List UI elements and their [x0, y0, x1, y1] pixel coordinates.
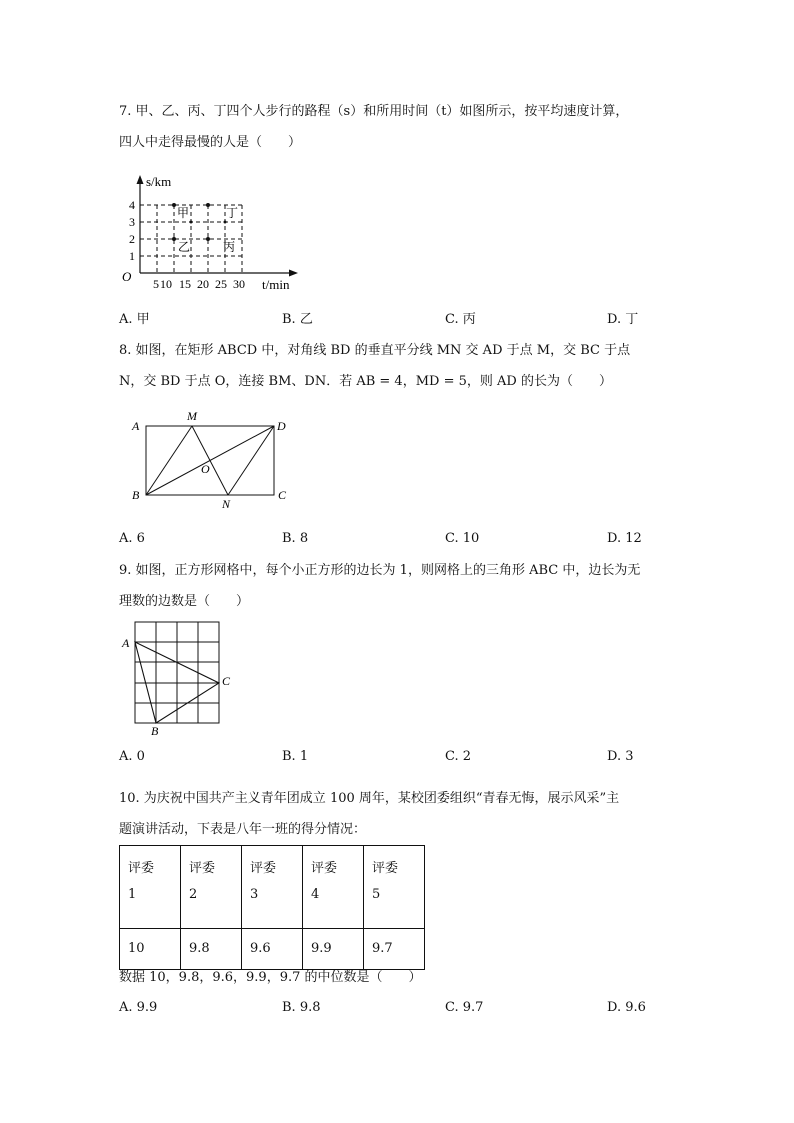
q7-point-label: 丁 — [226, 206, 239, 220]
q7-distance-time-graph — [120, 172, 310, 294]
q9-option-a: A. 0 — [119, 749, 145, 764]
q7-point-label: 甲 — [177, 206, 190, 220]
q8-option-d: D. 12 — [607, 531, 642, 546]
q7-option-c: C. 丙 — [445, 312, 476, 327]
q8-line-mn — [192, 426, 228, 495]
q7-y-axis-label: s/km — [146, 174, 172, 189]
q10-option-d: D. 9.6 — [607, 1000, 646, 1015]
q9-text-line2: 理数的边数是（ ） — [119, 594, 250, 609]
q7-x-tick: 10 — [160, 277, 172, 291]
q8-label-n: N — [222, 497, 231, 511]
q8-rectangle-figure — [128, 405, 298, 513]
q8-line-dn — [228, 426, 274, 495]
q8-label-d: D — [277, 419, 286, 433]
q10-text-line1: 10. 为庆祝中国共产主义青年团成立 100 周年，某校团委组织“青春无悔，展示风采”主 — [119, 791, 620, 806]
q7-option-b: B. 乙 — [282, 312, 313, 327]
q7-origin-label: O — [122, 269, 132, 284]
q10-option-a: A. 9.9 — [119, 1000, 158, 1015]
score-cell: 9.9 — [303, 929, 364, 970]
judge-header-1: 评委 1 — [120, 846, 181, 929]
q7-point-jia — [172, 203, 176, 207]
q8-line-bm — [146, 426, 192, 495]
q7-s-axis-arrow — [137, 175, 144, 184]
q7-option-d: D. 丁 — [607, 312, 639, 327]
q7-x-tick: 15 — [179, 277, 191, 291]
q7-x-tick: 25 — [215, 277, 227, 291]
q9-option-d: D. 3 — [607, 749, 634, 764]
q7-point-label: 乙 — [178, 240, 191, 254]
q7-point-label: 丙 — [223, 240, 236, 254]
q7-y-tick: 1 — [129, 249, 135, 263]
table-row — [120, 929, 425, 970]
q7-text-line2: 四人中走得最慢的人是（ ） — [119, 135, 302, 150]
q9-grid-figure — [120, 618, 240, 738]
q7-x-axis-label: t/min — [262, 277, 290, 292]
judge-header-2: 评委 2 — [181, 846, 242, 929]
score-cell: 9.6 — [242, 929, 303, 970]
q9-label-a: A — [122, 636, 130, 650]
q8-text-line1: 8. 如图，在矩形 ABCD 中，对角线 BD 的垂直平分线 MN 交 AD 于点 M，交 BC 于点 — [119, 343, 631, 358]
q8-option-a: A. 6 — [119, 531, 145, 546]
score-cell: 9.7 — [364, 929, 425, 970]
q7-point-ding — [206, 203, 210, 207]
q7-text-line1: 7. 甲、乙、丙、丁四个人步行的路程（s）和所用时间（t）如图所示，按平均速度计算， — [119, 104, 629, 119]
q7-y-tick: 2 — [129, 232, 135, 246]
judge-header-3: 评委 3 — [242, 846, 303, 929]
q9-square-grid — [135, 622, 219, 723]
q9-label-b: B — [151, 724, 159, 738]
q8-label-o: O — [201, 462, 210, 476]
q9-option-b: B. 1 — [282, 749, 309, 764]
q10-option-b: B. 9.8 — [282, 1000, 321, 1015]
q8-label-c: C — [278, 488, 287, 502]
q7-option-a: A. 甲 — [119, 312, 150, 327]
score-cell: 9.8 — [181, 929, 242, 970]
q8-label-m: M — [187, 409, 197, 423]
score-cell: 10 — [120, 929, 181, 970]
q7-x-tick: 30 — [233, 277, 245, 291]
judge-header-5: 评委 5 — [364, 846, 425, 929]
q9-text-line1: 9. 如图，正方形网格中，每个小正方形的边长为 1，则网格上的三角形 ABC 中，边长为无 — [119, 563, 641, 578]
q10-text-line2: 题演讲活动，下表是八年一班的得分情况： — [119, 822, 367, 837]
q7-point-yi — [172, 237, 176, 241]
table-row — [120, 846, 425, 929]
q7-y-tick: 3 — [129, 215, 135, 229]
q8-label-a: A — [132, 419, 140, 433]
q8-option-c: C. 10 — [445, 531, 480, 546]
q7-y-tick: 4 — [129, 198, 135, 212]
judge-header-4: 评委 4 — [303, 846, 364, 929]
q7-t-axis-arrow — [289, 270, 298, 277]
q9-label-c: C — [222, 674, 231, 688]
q7-x-tick: 5 — [153, 277, 159, 291]
q10-option-c: C. 9.7 — [445, 1000, 484, 1015]
q9-option-c: C. 2 — [445, 749, 472, 764]
q10-text-line3: 数据 10，9.8，9.6，9.9，9.7 的中位数是（ ） — [119, 970, 422, 985]
q7-x-tick: 20 — [197, 277, 209, 291]
q8-text-line2: N，交 BD 于点 O，连接 BM、DN．若 AB = 4，MD = 5，则 AD 的长为（ ） — [119, 374, 612, 389]
q7-point-bing — [206, 237, 210, 241]
q8-label-b: B — [132, 488, 140, 502]
q10-score-table — [119, 845, 425, 970]
q8-option-b: B. 8 — [282, 531, 309, 546]
